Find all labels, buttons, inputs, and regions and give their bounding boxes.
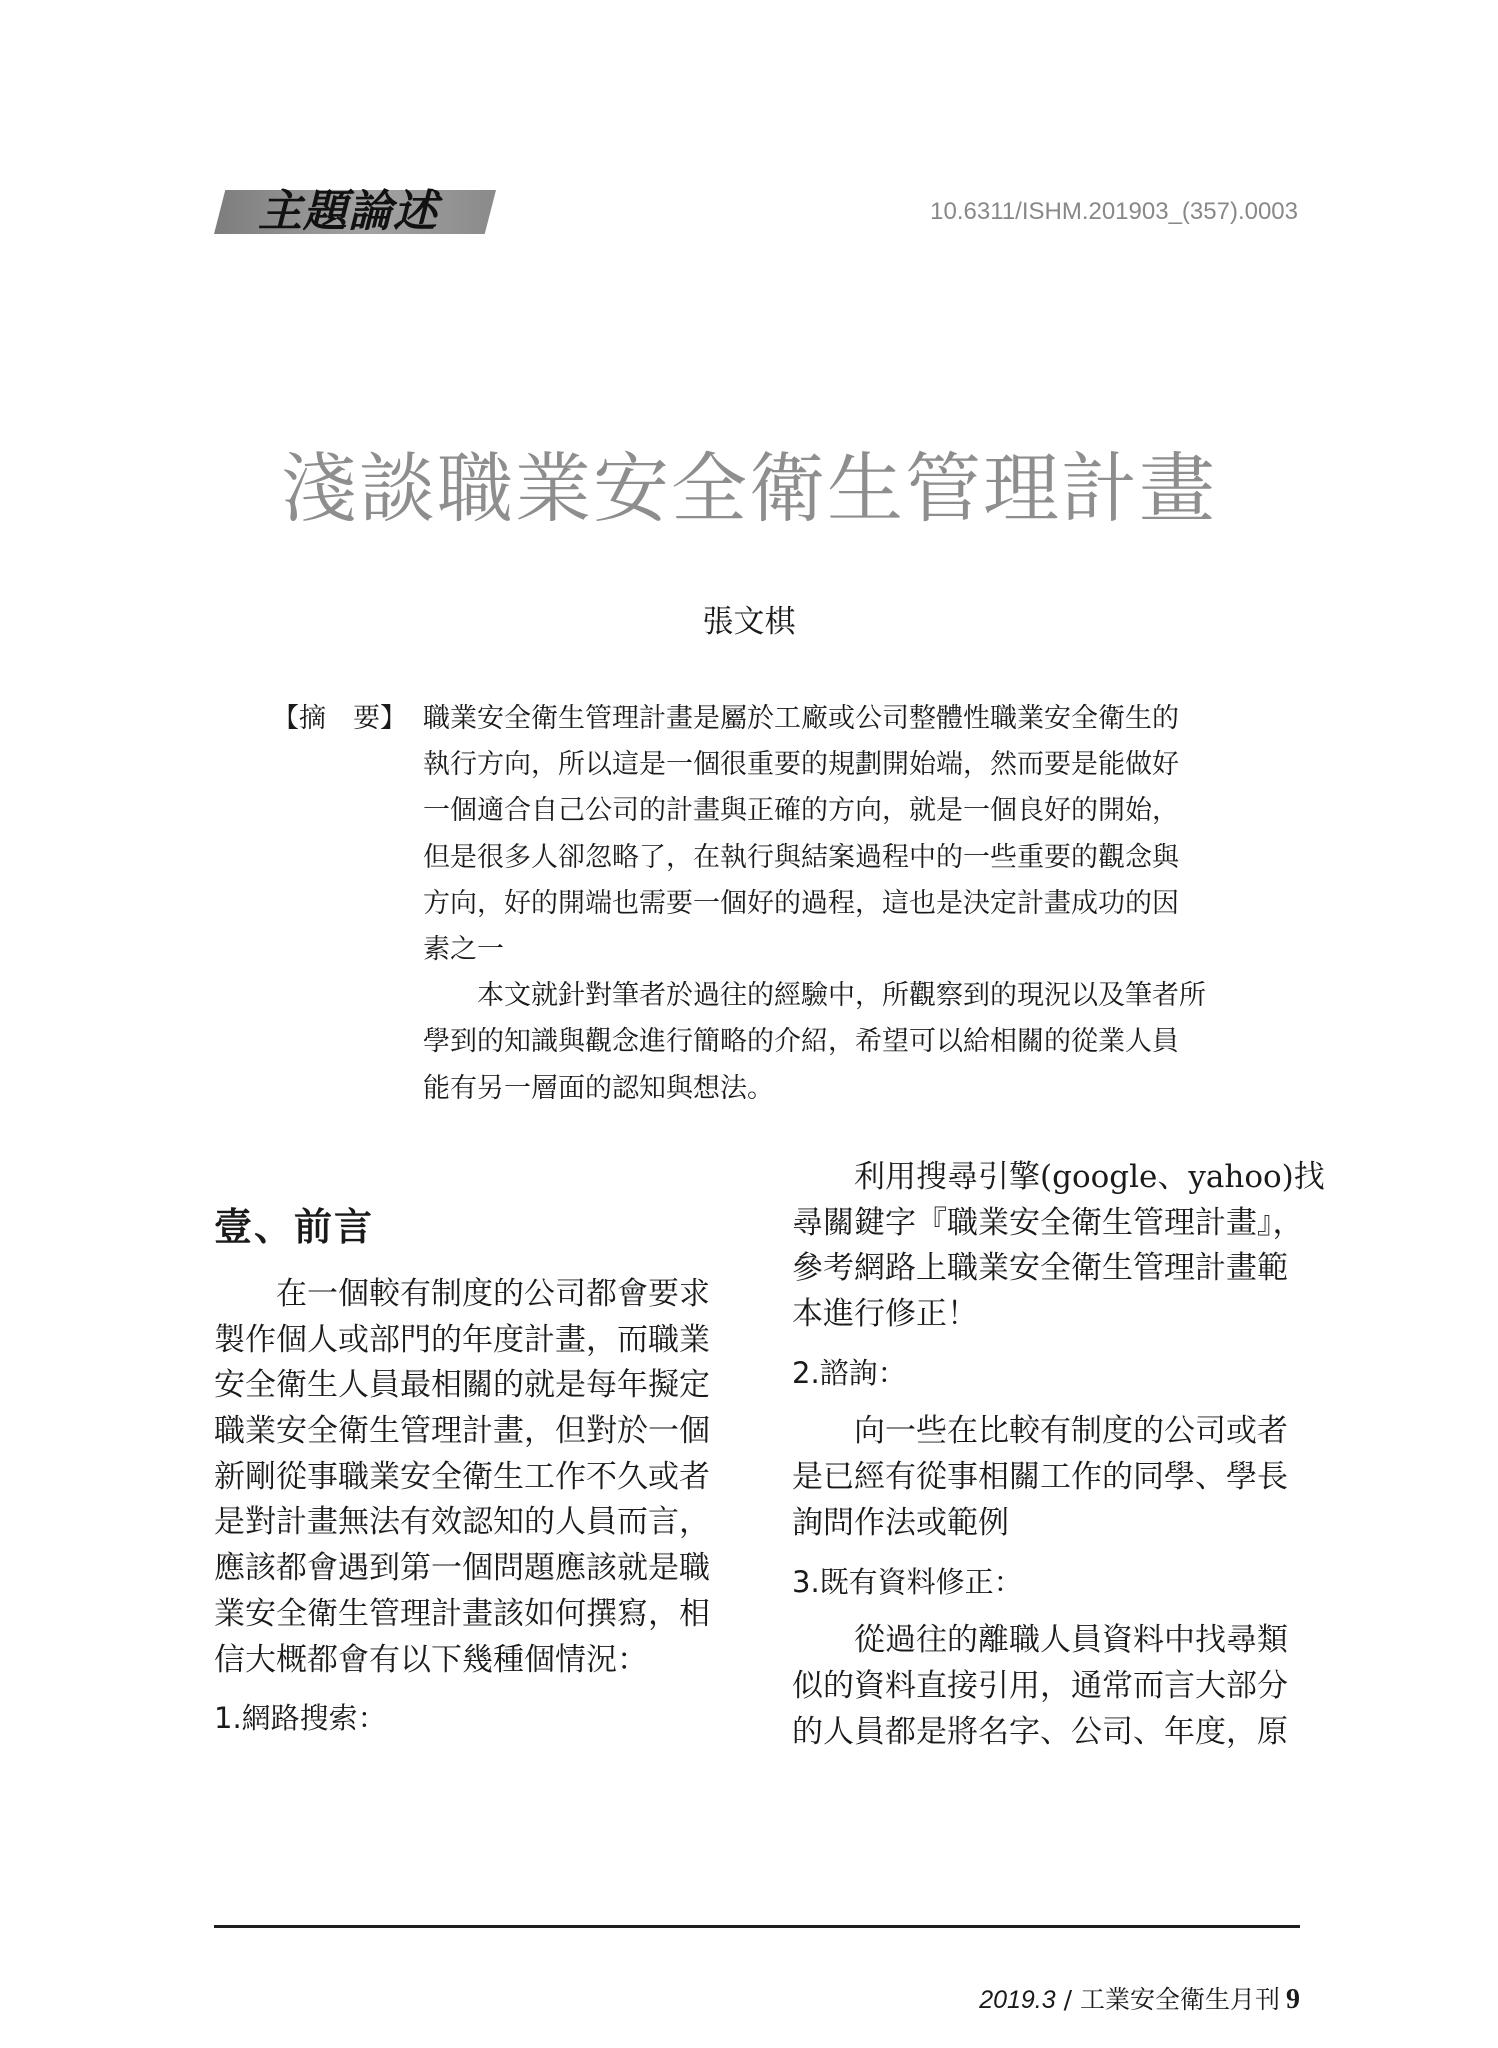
- subheading: 3.既有資料修正：: [792, 1564, 1023, 1599]
- abstract-line: 執行方向，所以這是一個很重要的規劃開始端，然而要是能做好: [423, 749, 1179, 781]
- body-line: 安全衛生人員最相關的就是每年擬定: [214, 1367, 710, 1404]
- body-line: 參考網路上職業安全衛生管理計畫範: [792, 1250, 1288, 1287]
- article-title: 淺談職業安全衛生管理計畫: [281, 444, 1217, 533]
- body-line: 本進行修正！: [792, 1296, 978, 1333]
- footer-date: 2019.3: [979, 1986, 1056, 2014]
- body-line: 職業安全衛生管理計畫，但對於一個: [214, 1413, 710, 1450]
- abstract-label: 【摘 要】: [272, 703, 407, 734]
- doi: 10.6311/ISHM.201903_(357).0003: [930, 198, 1298, 225]
- body-line: 詢問作法或範例: [792, 1504, 1009, 1541]
- abstract-line: 素之一: [423, 933, 504, 965]
- body-line: 業安全衛生管理計畫該如何撰寫，相: [214, 1595, 710, 1632]
- body-line: 尋關鍵字『職業安全衛生管理計畫』，: [792, 1204, 1304, 1241]
- abstract-line: 方向，好的開端也需要一個好的過程，這也是決定計畫成功的因: [423, 887, 1179, 919]
- body-line: 利用搜尋引擎(google、yahoo)找: [854, 1159, 1325, 1195]
- abstract-line: 職業安全衛生管理計畫是屬於工廠或公司整體性職業安全衛生的: [423, 703, 1179, 734]
- abstract-line: 學到的知識與觀念進行簡略的介紹，希望可以給相關的從業人員: [423, 1026, 1179, 1058]
- abstract-line: 本文就針對筆者於過往的經驗中，所觀察到的現況以及筆者所: [477, 980, 1206, 1012]
- body-line: 應該都會遇到第一個問題應該就是職: [214, 1550, 710, 1587]
- body-line: 似的資料直接引用，通常而言大部分: [792, 1667, 1288, 1704]
- page-number: 9: [1286, 1984, 1300, 2015]
- body-line: 從過往的離職人員資料中找尋類: [854, 1622, 1288, 1659]
- article-author: 張文棋: [702, 604, 796, 640]
- body-line: 向一些在比較有制度的公司或者: [854, 1413, 1288, 1450]
- abstract-line: 但是很多人卻忽略了，在執行與結案過程中的一些重要的觀念與: [423, 841, 1179, 873]
- body-line: 製作個人或部門的年度計畫，而職業: [214, 1321, 710, 1358]
- right-column: [792, 1155, 1325, 1755]
- body-line: 新剛從事職業安全衛生工作不久或者: [214, 1458, 710, 1495]
- footer: [979, 1980, 1300, 2016]
- footer-journal: 工業安全衛生月刊: [1079, 1985, 1280, 2014]
- body-line: 信大概都會有以下幾種個情況：: [214, 1641, 648, 1678]
- section-tag-label: 主題論述: [258, 186, 438, 237]
- section-heading: 壹、前言: [214, 1205, 375, 1249]
- subheading: 2.諮詢：: [792, 1355, 907, 1390]
- body-line: 是對計畫無法有效認知的人員而言，: [214, 1504, 710, 1541]
- section-tag: [214, 188, 496, 236]
- abstract-body: [423, 696, 1233, 1112]
- body-line: 在一個較有制度的公司都會要求: [276, 1276, 710, 1312]
- abstract-line: 一個適合自己公司的計畫與正確的方向，就是一個良好的開始，: [423, 795, 1179, 827]
- left-column: [214, 1272, 734, 1742]
- footer-separator: /: [1055, 1985, 1080, 2014]
- body-line: 的人員都是將名字、公司、年度，原: [792, 1713, 1288, 1750]
- footer-rule: [214, 1925, 1300, 1928]
- abstract-line: 能有另一層面的認知與想法。: [423, 1072, 774, 1104]
- body-line: 是已經有從事相關工作的同學、學長: [792, 1459, 1288, 1496]
- subheading: 1.網路搜索：: [214, 1701, 387, 1736]
